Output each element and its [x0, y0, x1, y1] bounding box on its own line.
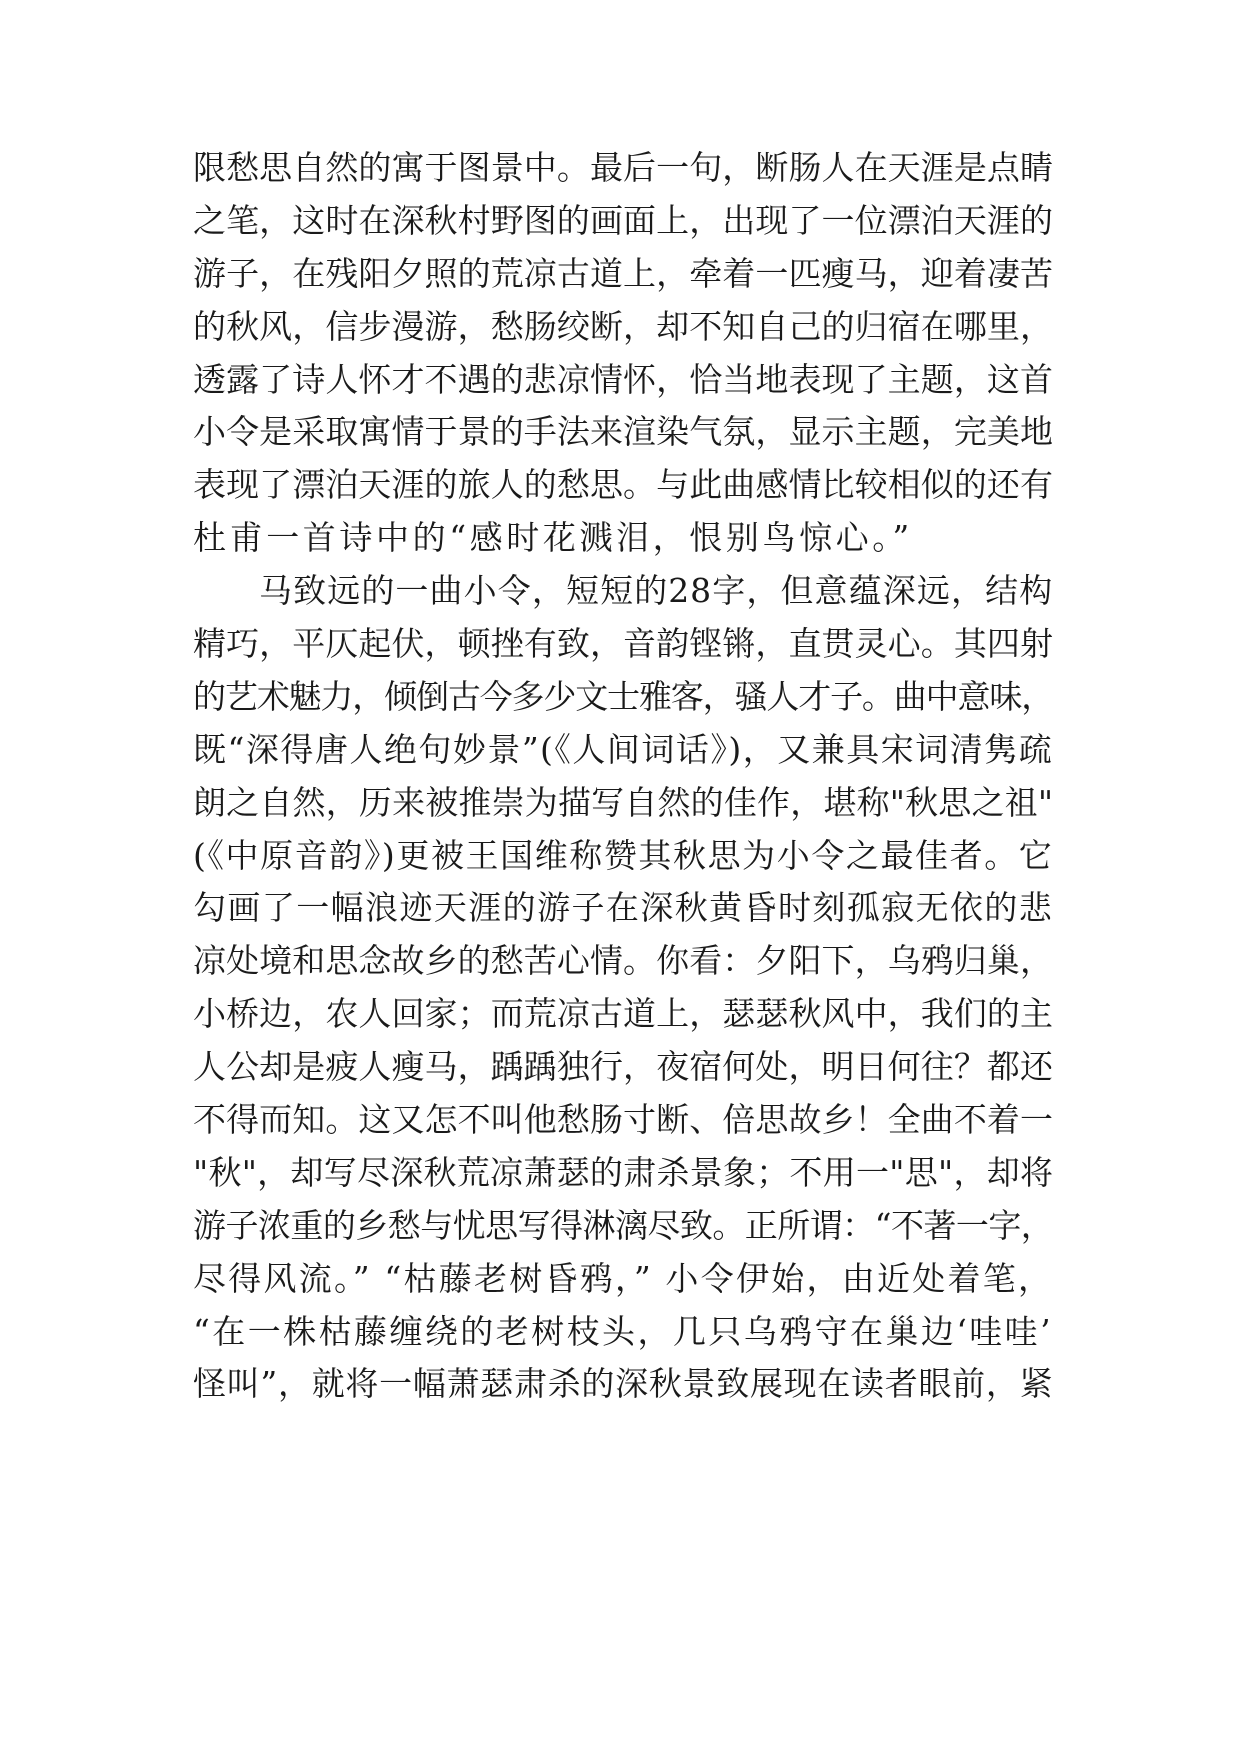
text-line-15: 勾画了一幅浪迹天涯的游子在深秋黄昏时刻孤寂无依的悲: [193, 888, 1053, 928]
text-line-10: 精巧，平仄起伏，顿挫有致，音韵铿锵，直贯灵心。其四射: [193, 624, 1053, 664]
text-line-21: 游子浓重的乡愁与忧思写得淋漓尽致。正所谓：“不著一字，: [193, 1205, 1053, 1245]
text-line-1: 限愁思自然的寓于图景中。最后一句，断肠人在天涯是点睛: [193, 148, 1053, 187]
text-line-3: 游子，在残阳夕照的荒凉古道上，牵着一匹瘦马，迎着凄苦: [193, 253, 1053, 293]
text-line-8: 杜甫一首诗中的“感时花溅泪，恨别鸟惊心。”: [193, 518, 913, 558]
text-line-14: (《中原音韵》)更被王国维称赞其秋思为小令之最佳者。它: [193, 835, 1053, 875]
text-line-24: 怪叫”，就将一幅萧瑟肃杀的深秋景致展现在读者眼前，紧: [193, 1364, 1053, 1404]
text-line-16: 凉处境和思念故乡的愁苦心情。你看：夕阳下，乌鸦归巢，: [193, 941, 1053, 981]
text-line-6: 小令是采取寓情于景的手法来渲染气氛，显示主题，完美地: [193, 412, 1053, 452]
text-line-17: 小桥边，农人回家；而荒凉古道上，瑟瑟秋风中，我们的主: [193, 994, 1053, 1034]
text-line-4: 的秋风，信步漫游，愁肠绞断，却不知自己的归宿在哪里，: [193, 306, 1053, 346]
text-line-23: “在一株枯藤缠绕的老树枝头，几只乌鸦守在巢边‘哇哇’: [193, 1311, 1053, 1351]
text-line-20: "秋"，却写尽深秋荒凉萧瑟的肃杀景象；不用一"思"，却将: [193, 1152, 1053, 1192]
text-line-11: 的艺术魅力，倾倒古今多少文士雅客，骚人才子。曲中意味，: [193, 676, 1053, 716]
text-line-7: 表现了漂泊天涯的旅人的愁思。与此曲感情比较相似的还有: [193, 465, 1053, 505]
text-line-22: 尽得风流。” “枯藤老树昏鸦，” 小令伊始，由近处着笔，: [193, 1258, 1053, 1298]
text-line-19: 不得而知。这又怎不叫他愁肠寸断、倍思故乡！全曲不着一: [193, 1100, 1053, 1140]
text-line-18: 人公却是疲人瘦马，踽踽独行，夜宿何处，明日何往？都还: [193, 1047, 1053, 1087]
text-line-12: 既“深得唐人绝句妙景”(《人间词话》)，又兼具宋词清隽疏: [193, 729, 1053, 769]
text-line-5: 透露了诗人怀才不遇的悲凉情怀，恰当地表现了主题，这首: [193, 359, 1053, 399]
body-text: [193, 142, 1053, 1411]
text-line-13: 朗之自然，历来被推崇为描写自然的佳作，堪称"秋思之祖": [193, 782, 1053, 822]
text-line-9: 马致远的一曲小令，短短的28字，但意蕴深远，结构: [259, 571, 1053, 611]
text-line-2: 之笔，这时在深秋村野图的画面上，出现了一位漂泊天涯的: [193, 200, 1053, 240]
